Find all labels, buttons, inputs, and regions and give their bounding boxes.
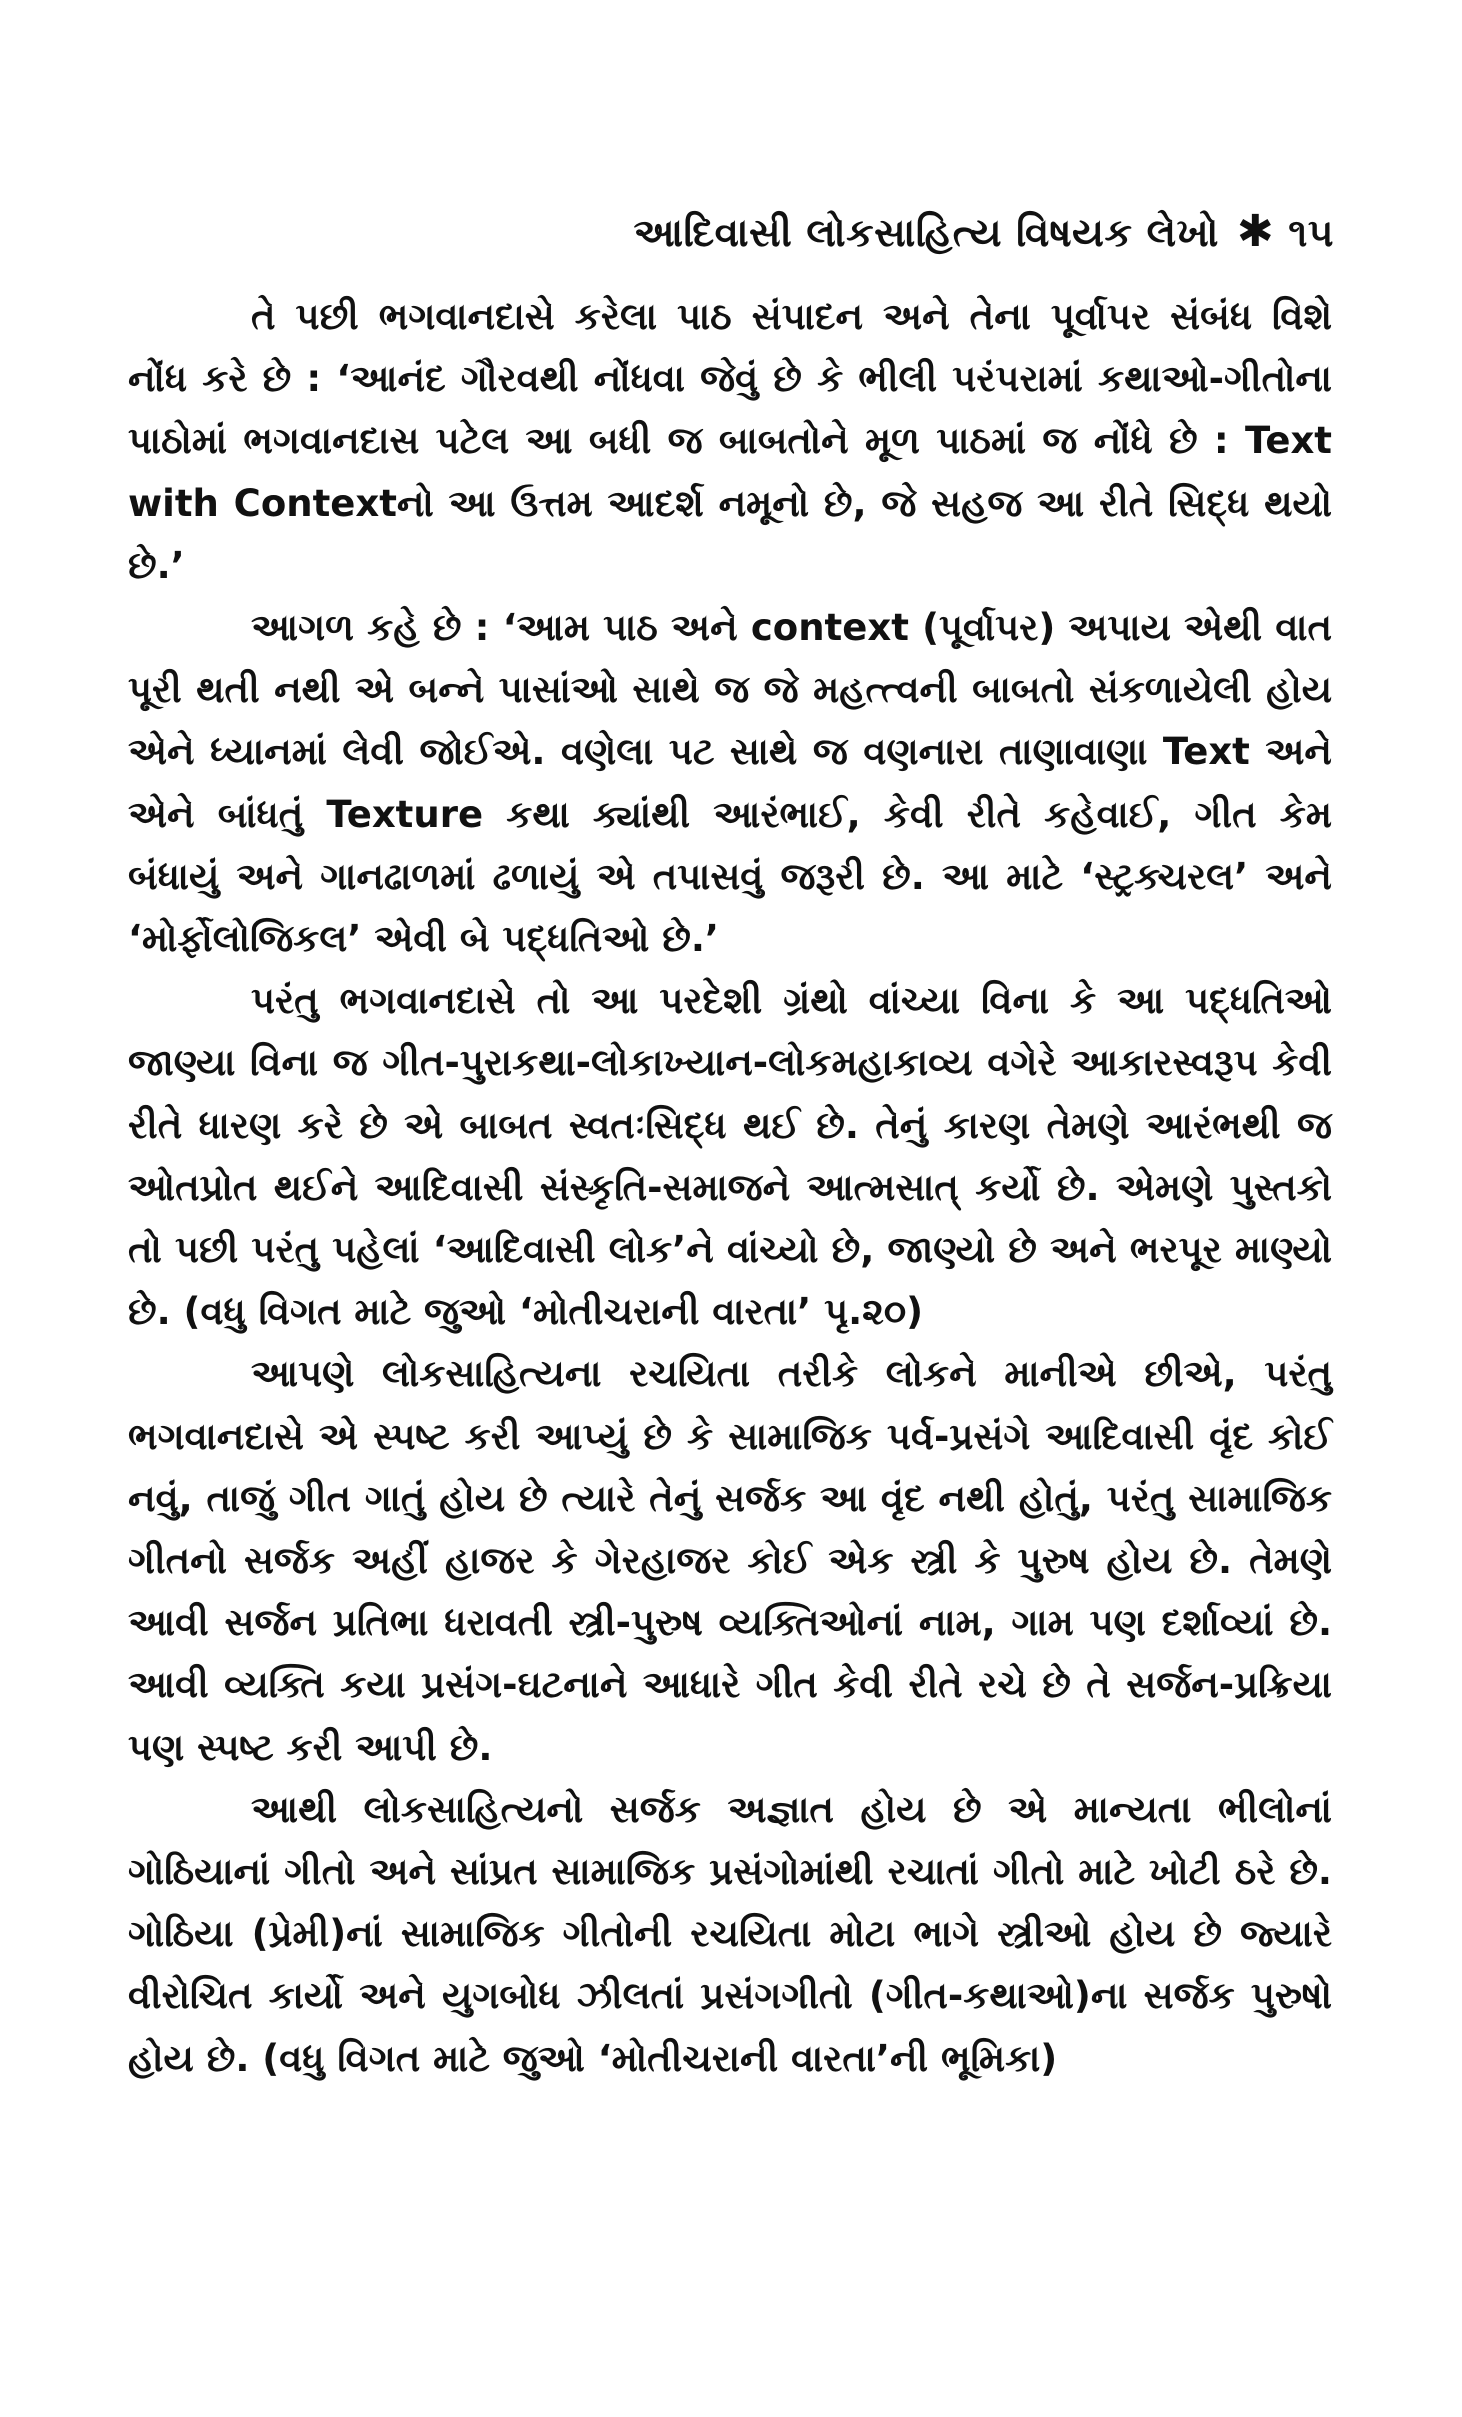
paragraph: આપણે લોકસાહિત્યના રચયિતા તરીકે લોકને માનીએ છીએ, પરંતુ ભગવાનદાસે એ સ્પષ્ટ કરી આપ્યું છે કે સામાજિક પર્વ-પ્રસંગે આદિવાસી વૃંદ કોઈ નવું, તાજું ગીત ગાતું હોય છે ત્યારે તેનું સર્જક આ વૃંદ નથી હોતું, પરંતુ સામાજિક ગીતનો સર્જક અહીં હાજર કે ગેરહાજર કોઈ એક સ્ત્રી કે પુરુષ હોય છે. તેમણે આવી સર્જન પ્રતિભા ધરાવતી સ્ત્રી-પુરુષ વ્યક્તિઓનાં નામ, ગામ પણ દર્શાવ્યાં છે. આવી વ્યક્તિ કયા પ્રસંગ-ઘટનાને આધારે ગીત કેવી રીતે રચે છે તે સર્જન-પ્રક્રિયા પણ સ્પષ્ટ કરી આપી છે. [128, 1352, 1332, 1769]
running-header-title: આદિવાસી લોકસાહિત્ય વિષયક લેખો [633, 211, 1219, 256]
paragraph: પરંતુ ભગવાનદાસે તો આ પરદેશી ગ્રંથો વાંચ્યા વિના કે આ પદ્ધતિઓ જાણ્યા વિના જ ગીત-પુરાકથા-લોકાખ્યાન-લોકમહાકાવ્ય વગેરે આકારસ્વરૂપ કેવી રીતે ધારણ કરે છે એ બાબત સ્વતઃસિદ્ધ થઈ છે. તેનું કારણ તેમણે આરંભથી જ ઓતપ્રોત થઈને આદિવાસી સંસ્કૃતિ-સમાજને આત્મસાત્ કર્યો છે. એમણે પુસ્તકો તો પછી પરંતુ પહેલાં ‘આદિવાસી લોક’ને વાંચ્યો છે, જાણ્યો છે અને ભરપૂર માણ્યો છે. (વધુ વિગત માટે જુઓ ‘મોતીચરાની વારતા’ પૃ.૨૦) [128, 979, 1332, 1334]
asterisk-separator-icon: ✱ [1236, 206, 1275, 257]
running-header [633, 206, 1334, 257]
paragraph: આથી લોકસાહિત્યનો સર્જક અજ્ઞાત હોય છે એ માન્યતા ભીલોનાં ગોઠિયાનાં ગીતો અને સાંપ્રત સામાજિક પ્રસંગોમાંથી રચાતાં ગીતો માટે ખોટી ઠરે છે. ગોઠિયા (પ્રેમી)નાં સામાજિક ગીતોની રચયિતા મોટા ભાગે સ્ત્રીઓ હોય છે જ્યારે વીરોચિત કાર્યો અને યુગબોધ ઝીલતાં પ્રસંગગીતો (ગીત-કથાઓ)ના સર્જક પુરુષો હોય છે. (વધુ વિગત માટે જુઓ ‘મોતીચરાની વારતા’ની ભૂમિકા) [128, 1787, 1332, 2080]
page-number: ૧૫ [1288, 211, 1334, 256]
paragraph: તે પછી ભગવાનદાસે કરેલા પાઠ સંપાદન અને તેના પૂર્વાપર સંબંધ વિશે નોંધ કરે છે : ‘આનંદ ગૌરવથી નોંધવા જેવું છે કે ભીલી પરંપરામાં કથાઓ-ગીતોના પાઠોમાં ભગવાનદાસ પટેલ આ બધી જ બાબતોને મૂળ પાઠમાં જ નોંધે છે : Text with Contextનો આ ઉત્તમ આદર્શ નમૂનો છે, જે સહજ આ રીતે સિદ્ધ થયો છે.’ [128, 295, 1332, 587]
body-text [128, 286, 1332, 2090]
paragraph: આગળ કહે છે : ‘આમ પાઠ અને context (પૂર્વાપર) અપાય એથી વાત પૂરી થતી નથી એ બન્ને પાસાંઓ સાથે જ જે મહત્ત્વની બાબતો સંકળાયેલી હોય એને ધ્યાનમાં લેવી જોઈએ. વણેલા પટ સાથે જ વણનારા તાણાવાણા Text અને એને બાંધતું Texture કથા ક્યાંથી આરંભાઈ, કેવી રીતે કહેવાઈ, ગીત કેમ બંધાયું અને ગાનઢાળમાં ઢળાયું એ તપાસવું જરૂરી છે. આ માટે ‘સ્ટ્રક્ચરલ’ અને ‘મોર્ફોલોજિકલ’ એવી બે પદ્ધતિઓ છે.’ [128, 606, 1332, 961]
